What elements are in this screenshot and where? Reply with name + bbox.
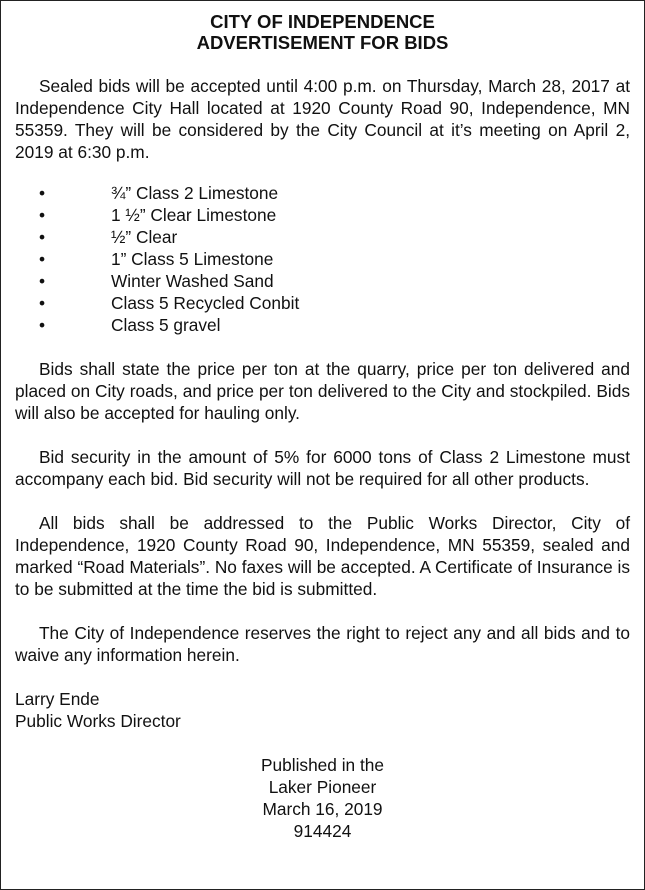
address-paragraph: All bids shall be addressed to the Public Works Director, City of Independence, 1920 County Road 90, Independence, MN 55359, sealed and marked “Road Materials”. No faxes will be accepted. A Certificate of Insurance is to be submitted at the time the bid is submitted. [15, 513, 630, 599]
publication-id: 914424 [293, 821, 352, 841]
bullet-icon: • [39, 205, 46, 225]
material-label: ¾” Class 2 Limestone [111, 183, 279, 203]
intro-paragraph: Sealed bids will be accepted until 4:00 p.m. on Thursday, March 28, 2017 at Independence City Hall located at 1920 County Road 90, Independence, MN 55359. They will be considered by the City Council at it’s meeting on April 2, 2019 at 6:30 p.m. [15, 76, 630, 162]
publication-line: Published in the [261, 755, 384, 775]
bullet-icon: • [39, 249, 46, 269]
list-item [1, 182, 644, 204]
material-label: Class 5 gravel [111, 315, 221, 335]
bid-security-paragraph: Bid security in the amount of 5% for 6000 tons of Class 2 Limestone must accompany each bid. Bid security will not be required for all other products. [15, 447, 630, 489]
reserve-rights-paragraph: The City of Independence reserves the right to reject any and all bids and to waive any information herein. [15, 623, 630, 665]
signatory-name: Larry Ende [15, 689, 100, 709]
material-label: 1” Class 5 Limestone [111, 249, 274, 269]
list-item [1, 314, 644, 336]
bullet-icon: • [39, 293, 46, 313]
list-item [1, 204, 644, 226]
material-label: Class 5 Recycled Conbit [111, 293, 300, 313]
list-item [1, 226, 644, 248]
list-item [1, 248, 644, 270]
list-item [1, 292, 644, 314]
title-line-advertisement: ADVERTISEMENT FOR BIDS [196, 32, 449, 53]
bullet-icon: • [39, 315, 46, 335]
materials-list [1, 182, 644, 336]
bullet-icon: • [39, 183, 46, 203]
title-line-city: CITY OF INDEPENDENCE [210, 11, 435, 32]
bullet-icon: • [39, 227, 46, 247]
signature-block [15, 688, 630, 732]
publication-date: March 16, 2019 [262, 799, 383, 819]
material-label: ½” Clear [111, 227, 178, 247]
material-label: Winter Washed Sand [111, 271, 274, 291]
list-item [1, 270, 644, 292]
signatory-title: Public Works Director [15, 711, 181, 731]
bullet-icon: • [39, 271, 46, 291]
notice-title [1, 11, 644, 53]
publication-newspaper: Laker Pioneer [268, 777, 377, 797]
material-label: 1 ½” Clear Limestone [111, 205, 277, 225]
publication-block [1, 754, 644, 842]
price-paragraph: Bids shall state the price per ton at the quarry, price per ton delivered and placed on City roads, and price per ton delivered to the City and stockpiled. Bids will also be accepted for hauling only. [15, 359, 630, 423]
